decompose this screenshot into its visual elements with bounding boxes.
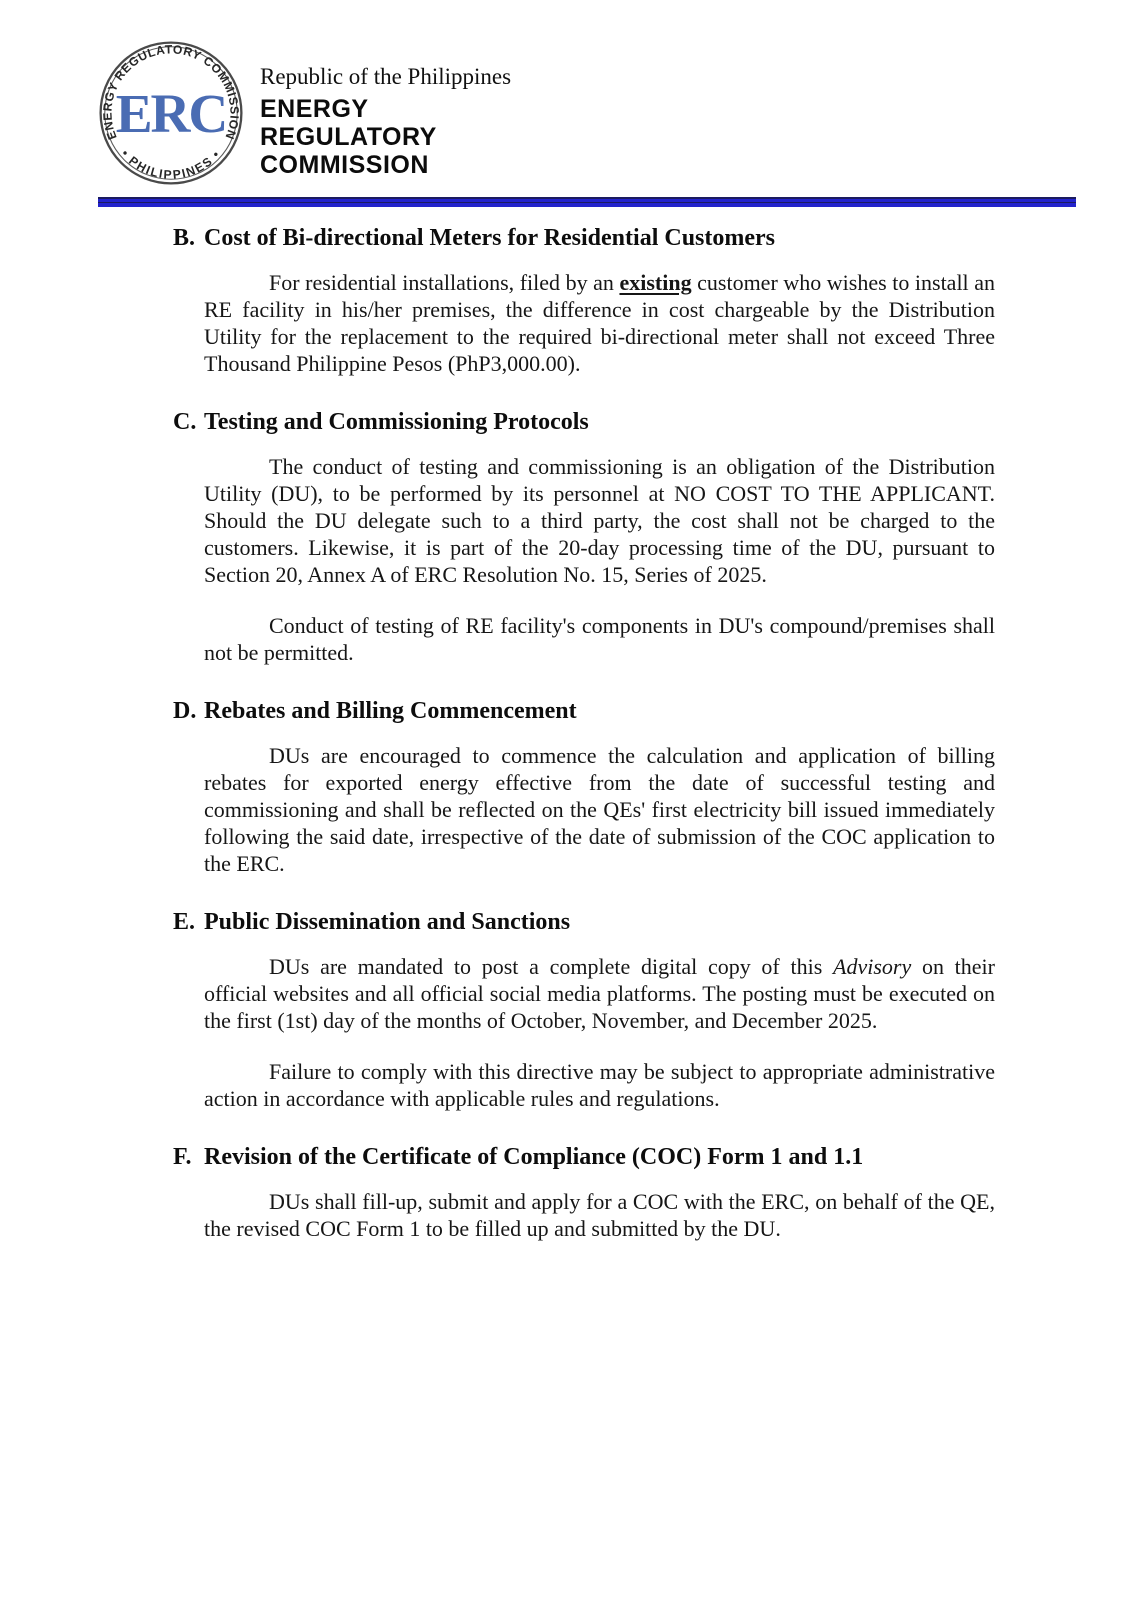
section-title: Public Dissemination and Sanctions [204, 909, 571, 935]
text-run: The conduct of testing and commissioning is an obligation of the Distribution Utility (DU), to be performed by its personnel at NO COST TO THE APPLICANT. Should the DU delegate such to a third party, the cost shall not be charged to the customers. Likewise, it is part of the 20-day processing time of the DU, pursuant to Section 20, Annex A of ERC Resolution No. 15, Series of 2025. [204, 454, 995, 587]
paragraph [204, 1058, 995, 1112]
text-run: DUs are mandated to post a complete digital copy of this [269, 954, 834, 979]
erc-seal-logo [98, 40, 244, 186]
document-section [173, 907, 995, 1112]
text-run: DUs shall fill-up, submit and apply for a COC with the ERC, on behalf of the QE, the revised COC Form 1 to be filled up and submitted by the DU. [204, 1189, 995, 1241]
text-run: existing [619, 270, 692, 295]
paragraph [204, 269, 995, 377]
seal-bottom-arc-text: • PHILIPPINES • [118, 146, 224, 182]
seal-top-arc-text: ENERGY REGULATORY COMMISSION [100, 42, 242, 142]
document-section [173, 407, 995, 666]
document-section [173, 223, 995, 377]
section-heading [173, 907, 995, 937]
section-title: Cost of Bi-directional Meters for Residential Customers [204, 225, 776, 251]
text-run: DUs are encouraged to commence the calculation and application of billing rebates for exported energy effective from the date of successful testing and commissioning and shall be reflected on the QEs' first electricity bill issued immediately following the said date, irrespective of the date of submission of the COC application to the ERC. [204, 743, 995, 876]
section-heading [173, 696, 995, 726]
text-run: Conduct of testing of RE facility's components in DU's compound/premises shall not be permitted. [204, 613, 995, 665]
section-letter: F. [173, 1144, 192, 1170]
document-body [0, 207, 1132, 1242]
republic-line: Republic of the Philippines [260, 64, 512, 89]
agency-line-commission: COMMISSION [260, 151, 429, 179]
section-heading [173, 1142, 995, 1172]
section-letter: C. [173, 409, 197, 435]
letterhead [0, 0, 1132, 186]
section-heading [173, 407, 995, 437]
agency-name-block [260, 64, 511, 179]
header-divider-rule [98, 197, 1076, 207]
text-run: on their official websites and all official social media platforms. The posting must be executed on the first (1st) day of the months of October, November, and December 2025. [204, 954, 995, 1033]
paragraph [204, 1188, 995, 1242]
text-run: Failure to comply with this directive may be subject to appropriate administrative action in accordance with applicable rules and regulations. [204, 1059, 995, 1111]
paragraph [204, 612, 995, 666]
agency-line-energy: ENERGY [260, 95, 369, 123]
paragraph [204, 953, 995, 1034]
section-heading [173, 223, 995, 253]
text-run: Advisory [833, 954, 912, 979]
section-letter: B. [173, 225, 196, 251]
text-run: customer who wishes to install an RE facility in his/her premises, the difference in cost chargeable by the Distribution Utility for the replacement to the required bi-directional meter shall not exceed Three Thousand Philippine Pesos (PhP3,000.00). [204, 270, 995, 376]
document-section [173, 1142, 995, 1242]
section-letter: D. [173, 698, 197, 724]
section-title: Testing and Commissioning Protocols [204, 409, 589, 435]
text-run: For residential installations, filed by an [269, 270, 620, 295]
section-title: Revision of the Certificate of Compliance (COC) Form 1 and 1.1 [204, 1144, 864, 1170]
section-letter: E. [173, 909, 196, 935]
section-title: Rebates and Billing Commencement [204, 698, 577, 724]
paragraph [204, 742, 995, 877]
document-section [173, 696, 995, 877]
seal-erc-monogram: ERC [115, 82, 227, 144]
paragraph [204, 453, 995, 588]
agency-line-regulatory: REGULATORY [260, 123, 437, 151]
